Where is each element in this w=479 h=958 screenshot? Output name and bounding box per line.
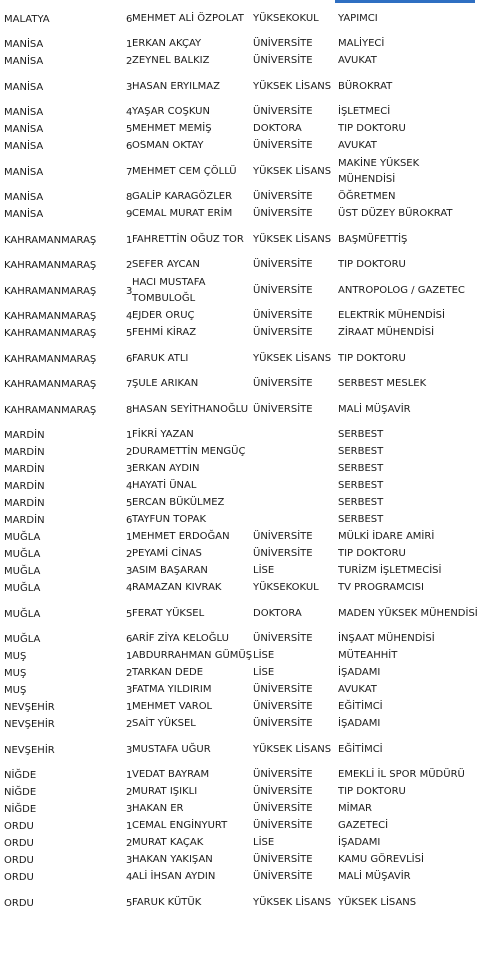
occupation-cell: EĞİTİMCİ (338, 743, 383, 755)
number-cell: 8 (126, 192, 132, 203)
table-row (4, 852, 479, 869)
table-row (4, 444, 479, 461)
city-cell: MANİSA (4, 141, 44, 152)
table-row (4, 478, 479, 495)
table-row (4, 665, 479, 682)
name-cell: GALİP KARAGÖZLER (132, 191, 233, 203)
table-row (4, 393, 479, 427)
number-cell: 2 (126, 719, 132, 730)
name-cell: HAYATİ ÜNAL (132, 480, 197, 492)
number-cell: 4 (126, 481, 132, 492)
education-cell: ÜNİVERSİTE (253, 871, 313, 883)
name-cell: MURAT KAÇAK (132, 837, 204, 849)
table-row (4, 257, 479, 274)
number-cell: 6 (126, 141, 132, 152)
education-cell: YÜKSEK LİSANS (253, 352, 332, 364)
name-cell: HAKAN ER (132, 803, 184, 815)
city-cell: MANİSA (4, 107, 44, 118)
number-cell: 5 (126, 897, 132, 909)
number-cell: 5 (126, 124, 132, 135)
occupation-cell: İŞADAMI (338, 837, 381, 849)
name-cell: ASIM BAŞARAN (132, 565, 208, 577)
city-cell: NEVŞEHİR (4, 719, 55, 730)
number-cell: 1 (126, 702, 132, 713)
number-cell: 3 (126, 464, 132, 475)
city-cell: MANİSA (4, 124, 44, 135)
number-cell: 2 (126, 447, 132, 458)
occupation-cell: MÜLKİ İDARE AMİRİ (338, 531, 435, 543)
education-cell: LİSE (253, 650, 275, 662)
occupation-cell: MÜTEAHHİT (338, 650, 398, 662)
education-cell: ÜNİVERSİTE (253, 55, 313, 67)
occupation-cell: MADEN YÜKSEK MÜHENDİSİ (338, 607, 478, 619)
number-cell: 3 (126, 685, 132, 696)
occupation-cell: EMEKLİ İL SPOR MÜDÜRÜ (338, 769, 465, 781)
name-cell: ARİF ZİYA KELOĞLU (132, 633, 229, 645)
name-cell: MEHMET MEMİŞ (132, 123, 212, 135)
city-cell: KAHRAMANMARAŞ (4, 353, 97, 365)
table-row (4, 189, 479, 206)
table-row (4, 342, 479, 376)
occupation-cell: İŞADAMI (338, 667, 381, 679)
education-cell: ÜNİVERSİTE (253, 284, 313, 296)
name-cell: RAMAZAN KIVRAK (132, 582, 222, 594)
table-row (4, 70, 479, 104)
table-row (4, 716, 479, 733)
table-row (4, 461, 479, 478)
table-row (4, 767, 479, 784)
table-row (4, 886, 479, 920)
occupation-cell: MALİ MÜŞAVİR (338, 403, 411, 415)
city-cell: MANİSA (4, 209, 44, 220)
occupation-cell: TIP DOKTORU (338, 548, 406, 560)
number-cell: 2 (126, 549, 132, 560)
education-cell: ÜNİVERSİTE (253, 191, 313, 203)
education-cell: LİSE (253, 565, 275, 577)
occupation-cell: MALİ MÜŞAVİR (338, 871, 411, 883)
number-cell: 3 (126, 285, 132, 297)
number-cell: 1 (126, 770, 132, 781)
occupation-cell: SERBEST MESLEK (338, 378, 427, 390)
table-row (4, 495, 479, 512)
occupation-cell: ÜST DÜZEY BÜROKRAT (338, 208, 453, 220)
name-cell: CEMAL ENGİNYURT (132, 820, 228, 832)
city-cell: NEVŞEHİR (4, 744, 55, 756)
number-cell: 7 (126, 379, 132, 390)
city-cell: NİĞDE (4, 770, 37, 781)
education-cell: ÜNİVERSİTE (253, 633, 313, 645)
name-cell: FİKRİ YAZAN (132, 429, 194, 441)
occupation-cell: ANTROPOLOG / GAZETEC (338, 284, 465, 296)
name-cell: ERKAN AYDIN (132, 463, 200, 475)
education-cell (253, 512, 338, 529)
number-cell: 4 (126, 583, 132, 594)
city-cell: KAHRAMANMARAŞ (4, 234, 97, 246)
city-cell: KAHRAMANMARAŞ (4, 311, 97, 322)
table-row (4, 580, 479, 597)
city-cell: MUŞ (4, 651, 27, 662)
number-cell: 2 (126, 787, 132, 798)
occupation-cell: İNŞAAT MÜHENDİSİ (338, 633, 435, 645)
education-cell: YÜKSEK LİSANS (253, 80, 332, 92)
table-row (4, 427, 479, 444)
name-cell: SEFER AYCAN (132, 259, 200, 271)
occupation-cell: ÖĞRETMEN (338, 191, 396, 203)
name-cell: TARKAN DEDE (132, 667, 204, 679)
occupation-cell: YÜKSEK LİSANS (338, 896, 417, 908)
education-cell: ÜNİVERSİTE (253, 701, 313, 713)
occupation-cell: İŞADAMI (338, 718, 381, 730)
city-cell: NİĞDE (4, 804, 37, 815)
occupation-cell: MAKİNE YÜKSEK MÜHENDİSİ (338, 157, 420, 185)
number-cell: 1 (126, 532, 132, 543)
education-cell: YÜKSEK LİSANS (253, 743, 332, 755)
education-cell (253, 444, 338, 461)
table-row (4, 376, 479, 393)
education-cell: ÜNİVERSİTE (253, 803, 313, 815)
city-cell: KAHRAMANMARAŞ (4, 379, 97, 390)
city-cell: MARDİN (4, 481, 45, 492)
education-cell: ÜNİVERSİTE (253, 208, 313, 220)
number-cell: 6 (126, 353, 132, 365)
number-cell: 2 (126, 260, 132, 271)
education-cell: ÜNİVERSİTE (253, 820, 313, 832)
city-cell: MANİSA (4, 192, 44, 203)
education-cell: ÜNİVERSİTE (253, 140, 313, 152)
name-cell: CEMAL MURAT ERİM (132, 208, 233, 220)
name-cell: HASAN ERYILMAZ (132, 80, 220, 92)
city-cell: KAHRAMANMARAŞ (4, 285, 97, 297)
number-cell: 1 (126, 39, 132, 50)
number-cell: 3 (126, 744, 132, 756)
occupation-cell: ELEKTRİK MÜHENDİSİ (338, 310, 445, 322)
education-cell: ÜNİVERSİTE (253, 378, 313, 390)
education-cell: ÜNİVERSİTE (253, 259, 313, 271)
table-row (4, 529, 479, 546)
table-row (4, 699, 479, 716)
occupation-cell: SERBEST (338, 463, 384, 475)
occupation-cell: SERBEST (338, 429, 384, 441)
name-cell: YAŞAR COŞKUN (132, 106, 210, 118)
education-cell: ÜNİVERSİTE (253, 684, 313, 696)
occupation-cell: SERBEST (338, 480, 384, 492)
education-cell: DOKTORA (253, 123, 302, 135)
city-cell: MARDİN (4, 447, 45, 458)
city-cell: MANİSA (4, 39, 44, 50)
name-cell: MURAT IŞIKLI (132, 786, 198, 798)
number-cell: 7 (126, 166, 132, 178)
city-cell: MUĞLA (4, 566, 41, 577)
candidate-table-body (4, 2, 479, 920)
education-cell: YÜKSEK LİSANS (253, 896, 332, 908)
name-cell: MEHMET ALİ ÖZPOLAT (132, 12, 244, 24)
number-cell: 5 (126, 608, 132, 620)
occupation-cell: BÜROKRAT (338, 80, 393, 92)
education-cell: ÜNİVERSİTE (253, 531, 313, 543)
name-cell: HASAN SEYİTHANOĞLU (132, 403, 249, 415)
number-cell: 6 (126, 13, 132, 25)
city-cell: NEVŞEHİR (4, 702, 55, 713)
education-cell: YÜKSEKOKUL (253, 582, 319, 594)
name-cell: TAYFUN TOPAK (132, 514, 207, 526)
city-cell: ORDU (4, 838, 34, 849)
number-cell: 2 (126, 668, 132, 679)
number-cell: 5 (126, 328, 132, 339)
city-cell: MUĞLA (4, 634, 41, 645)
occupation-cell: KAMU GÖREVLİSİ (338, 854, 424, 866)
city-cell: MARDİN (4, 464, 45, 475)
name-cell: FARUK ATLI (132, 352, 189, 364)
education-cell: YÜKSEK LİSANS (253, 165, 332, 177)
name-cell: DURAMETTİN MENGÜÇ (132, 446, 246, 458)
name-cell: SAİT YÜKSEL (132, 718, 196, 730)
city-cell: ORDU (4, 872, 34, 883)
number-cell: 9 (126, 209, 132, 220)
table-row (4, 206, 479, 223)
education-cell: ÜNİVERSİTE (253, 718, 313, 730)
table-row (4, 818, 479, 835)
city-cell: MANİSA (4, 166, 44, 178)
city-cell: MUĞLA (4, 583, 41, 594)
city-cell: KAHRAMANMARAŞ (4, 404, 97, 416)
education-cell: ÜNİVERSİTE (253, 854, 313, 866)
occupation-cell: GAZETECİ (338, 820, 389, 832)
city-cell: MUĞLA (4, 608, 41, 620)
name-cell: HAKAN YAKIŞAN (132, 854, 213, 866)
education-cell: ÜNİVERSİTE (253, 310, 313, 322)
city-cell: MANİSA (4, 56, 44, 67)
occupation-cell: TIP DOKTORU (338, 259, 406, 271)
occupation-cell: TIP DOKTORU (338, 352, 406, 364)
number-cell: 4 (126, 107, 132, 118)
number-cell: 2 (126, 838, 132, 849)
city-cell: MUĞLA (4, 549, 41, 560)
table-row (4, 121, 479, 138)
number-cell: 4 (126, 311, 132, 322)
occupation-cell: TIP DOKTORU (338, 786, 406, 798)
occupation-cell: AVUKAT (338, 684, 377, 696)
occupation-cell: AVUKAT (338, 55, 377, 67)
table-row (4, 53, 479, 70)
education-cell: YÜKSEKOKUL (253, 12, 319, 24)
table-row (4, 155, 479, 189)
number-cell: 3 (126, 566, 132, 577)
occupation-cell: TIP DOKTORU (338, 123, 406, 135)
occupation-cell: YAPIMCI (338, 12, 378, 24)
city-cell: MALATYA (4, 13, 50, 25)
name-cell: ABDURRAHMAN GÜMÜŞ (132, 650, 253, 662)
city-cell: MUŞ (4, 668, 27, 679)
table-row (4, 223, 479, 257)
occupation-cell: SERBEST (338, 514, 384, 526)
name-cell: PEYAMİ CİNAS (132, 548, 202, 560)
education-cell: ÜNİVERSİTE (253, 327, 313, 339)
education-cell: LİSE (253, 667, 275, 679)
number-cell: 1 (126, 821, 132, 832)
table-row (4, 308, 479, 325)
occupation-cell: SERBEST (338, 497, 384, 509)
education-cell: ÜNİVERSİTE (253, 786, 313, 798)
table-row (4, 36, 479, 53)
name-cell: MEHMET VAROL (132, 701, 213, 713)
occupation-cell: TV PROGRAMCISI (338, 582, 424, 594)
number-cell: 1 (126, 234, 132, 246)
table-row (4, 784, 479, 801)
education-cell: ÜNİVERSİTE (253, 106, 313, 118)
table-row (4, 138, 479, 155)
table-row (4, 274, 479, 308)
number-cell: 8 (126, 404, 132, 416)
occupation-cell: BAŞMÜFETTİŞ (338, 233, 408, 245)
occupation-cell: ZİRAAT MÜHENDİSİ (338, 327, 435, 339)
education-cell: YÜKSEK LİSANS (253, 233, 332, 245)
education-cell (253, 427, 338, 444)
occupation-cell: EĞİTİMCİ (338, 701, 383, 713)
city-cell: ORDU (4, 897, 34, 909)
number-cell: 4 (126, 872, 132, 883)
education-cell: DOKTORA (253, 607, 302, 619)
education-cell (253, 461, 338, 478)
table-row (4, 869, 479, 886)
table-row (4, 733, 479, 767)
table-row (4, 325, 479, 342)
name-cell: OSMAN OKTAY (132, 140, 204, 152)
table-row (4, 631, 479, 648)
city-cell: ORDU (4, 821, 34, 832)
education-cell (253, 495, 338, 512)
table-row (4, 835, 479, 852)
table-row (4, 104, 479, 121)
occupation-cell: SERBEST (338, 446, 384, 458)
name-cell: VEDAT BAYRAM (132, 769, 210, 781)
number-cell: 1 (126, 651, 132, 662)
table-row (4, 682, 479, 699)
city-cell: KAHRAMANMARAŞ (4, 260, 97, 271)
number-cell: 6 (126, 515, 132, 526)
table-row (4, 512, 479, 529)
name-cell: EJDER ORUÇ (132, 310, 195, 322)
city-cell: MARDİN (4, 498, 45, 509)
city-cell: KAHRAMANMARAŞ (4, 328, 97, 339)
number-cell: 2 (126, 56, 132, 67)
number-cell: 3 (126, 81, 132, 93)
occupation-cell: MİMAR (338, 803, 372, 815)
table-row (4, 597, 479, 631)
number-cell: 3 (126, 855, 132, 866)
name-cell: ALİ İHSAN AYDIN (132, 871, 216, 883)
name-cell: FATMA YILDIRIM (132, 684, 212, 696)
city-cell: NİĞDE (4, 787, 37, 798)
education-cell: ÜNİVERSİTE (253, 403, 313, 415)
number-cell: 3 (126, 804, 132, 815)
table-row (4, 801, 479, 818)
table-row (4, 2, 479, 36)
name-cell: ŞULE ARIKAN (132, 378, 199, 390)
name-cell: MEHMET ERDOĞAN (132, 531, 230, 543)
number-cell: 6 (126, 634, 132, 645)
table-row (4, 648, 479, 665)
name-cell: ERCAN BÜKÜLMEZ (132, 497, 225, 509)
name-cell: ZEYNEL BALKIZ (132, 55, 210, 67)
city-cell: MARDİN (4, 515, 45, 526)
name-cell: FEHMİ KİRAZ (132, 327, 197, 339)
city-cell: MUŞ (4, 685, 27, 696)
table-row (4, 546, 479, 563)
name-cell: FERAT YÜKSEL (132, 607, 205, 619)
city-cell: ORDU (4, 855, 34, 866)
education-cell: ÜNİVERSİTE (253, 38, 313, 50)
education-cell: LİSE (253, 837, 275, 849)
number-cell: 5 (126, 498, 132, 509)
number-cell: 1 (126, 430, 132, 441)
occupation-cell: MALİYECİ (338, 38, 385, 50)
city-cell: MANİSA (4, 81, 44, 93)
name-cell: HACI MUSTAFA TOMBULOĞL (132, 276, 206, 304)
education-cell (253, 478, 338, 495)
city-cell: MARDİN (4, 430, 45, 441)
name-cell: ERKAN AKÇAY (132, 38, 202, 50)
city-cell: MUĞLA (4, 532, 41, 543)
name-cell: FARUK KÜTÜK (132, 896, 202, 908)
occupation-cell: TURİZM İŞLETMECİSİ (338, 565, 442, 577)
name-cell: MEHMET CEM ÇÖLLÜ (132, 165, 237, 177)
occupation-cell: İŞLETMECİ (338, 106, 391, 118)
name-cell: MUSTAFA UĞUR (132, 743, 211, 755)
education-cell: ÜNİVERSİTE (253, 769, 313, 781)
occupation-cell: AVUKAT (338, 140, 377, 152)
education-cell: ÜNİVERSİTE (253, 548, 313, 560)
candidate-table (4, 2, 479, 920)
table-row (4, 563, 479, 580)
name-cell: FAHRETTİN OĞUZ TOR (132, 233, 244, 245)
